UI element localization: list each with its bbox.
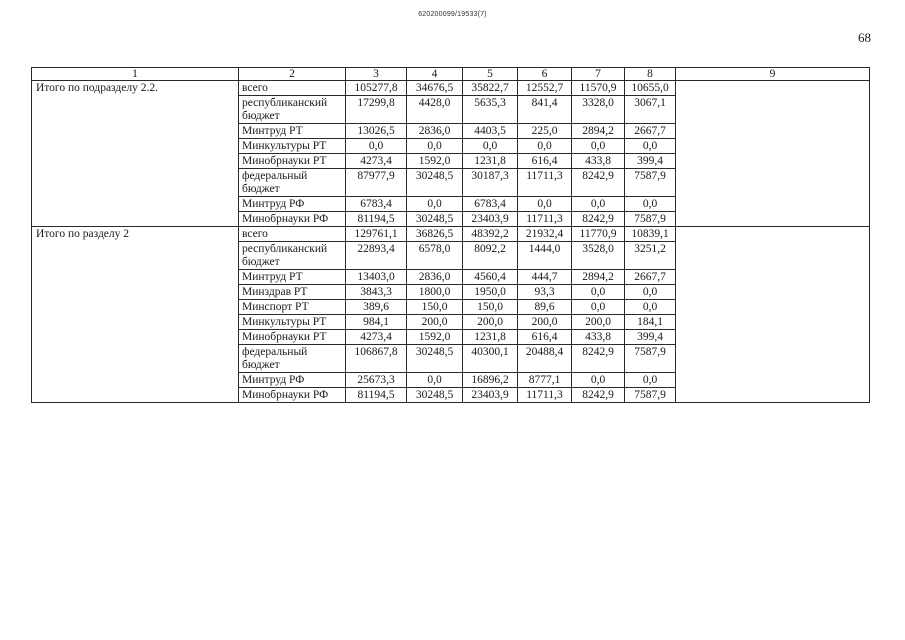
value-cell: 1231,8 — [463, 154, 518, 169]
section-title: Итого по подразделу 2.2. — [32, 81, 239, 227]
notes-cell — [676, 227, 870, 403]
value-cell: 399,4 — [625, 330, 676, 345]
value-cell: 13403,0 — [346, 270, 407, 285]
table-row — [32, 227, 870, 242]
value-cell: 6783,4 — [346, 197, 407, 212]
value-cell: 2894,2 — [572, 270, 625, 285]
value-cell: 6783,4 — [463, 197, 518, 212]
value-cell: 1592,0 — [407, 330, 463, 345]
value-cell: 13026,5 — [346, 124, 407, 139]
value-cell: 8242,9 — [572, 169, 625, 197]
value-cell: 8092,2 — [463, 242, 518, 270]
row-label: республиканский бюджет — [239, 242, 346, 270]
value-cell: 8242,9 — [572, 212, 625, 227]
value-cell: 7587,9 — [625, 169, 676, 197]
row-label: Минобрнауки РФ — [239, 212, 346, 227]
value-cell: 616,4 — [518, 330, 572, 345]
value-cell: 0,0 — [518, 197, 572, 212]
row-label: Минтруд РТ — [239, 124, 346, 139]
value-cell: 3067,1 — [625, 96, 676, 124]
column-header: 6 — [518, 68, 572, 81]
value-cell: 1231,8 — [463, 330, 518, 345]
column-header: 7 — [572, 68, 625, 81]
value-cell: 81194,5 — [346, 388, 407, 403]
value-cell: 1592,0 — [407, 154, 463, 169]
value-cell: 16896,2 — [463, 373, 518, 388]
row-label: Минкультуры РТ — [239, 139, 346, 154]
value-cell: 30248,5 — [407, 169, 463, 197]
value-cell: 841,4 — [518, 96, 572, 124]
value-cell: 225,0 — [518, 124, 572, 139]
value-cell: 30187,3 — [463, 169, 518, 197]
value-cell: 4403,5 — [463, 124, 518, 139]
value-cell: 0,0 — [572, 373, 625, 388]
value-cell: 81194,5 — [346, 212, 407, 227]
value-cell: 87977,9 — [346, 169, 407, 197]
value-cell: 11711,3 — [518, 388, 572, 403]
value-cell: 25673,3 — [346, 373, 407, 388]
value-cell: 0,0 — [625, 373, 676, 388]
value-cell: 89,6 — [518, 300, 572, 315]
value-cell: 389,6 — [346, 300, 407, 315]
value-cell: 200,0 — [518, 315, 572, 330]
row-label: всего — [239, 227, 346, 242]
row-label: Минтруд РФ — [239, 373, 346, 388]
value-cell: 444,7 — [518, 270, 572, 285]
value-cell: 0,0 — [572, 300, 625, 315]
value-cell: 200,0 — [572, 315, 625, 330]
row-label: федеральный бюджет — [239, 345, 346, 373]
value-cell: 0,0 — [407, 139, 463, 154]
value-cell: 150,0 — [407, 300, 463, 315]
value-cell: 8242,9 — [572, 345, 625, 373]
value-cell: 200,0 — [407, 315, 463, 330]
value-cell: 0,0 — [518, 139, 572, 154]
value-cell: 11570,9 — [572, 81, 625, 96]
row-label: Минздрав РТ — [239, 285, 346, 300]
value-cell: 7587,9 — [625, 212, 676, 227]
value-cell: 12552,7 — [518, 81, 572, 96]
notes-cell — [676, 81, 870, 227]
value-cell: 11711,3 — [518, 169, 572, 197]
value-cell: 3328,0 — [572, 96, 625, 124]
value-cell: 23403,9 — [463, 388, 518, 403]
value-cell: 0,0 — [625, 197, 676, 212]
value-cell: 20488,4 — [518, 345, 572, 373]
value-cell: 40300,1 — [463, 345, 518, 373]
value-cell: 0,0 — [572, 139, 625, 154]
value-cell: 22893,4 — [346, 242, 407, 270]
column-header: 4 — [407, 68, 463, 81]
value-cell: 93,3 — [518, 285, 572, 300]
value-cell: 30248,5 — [407, 388, 463, 403]
value-cell: 8242,9 — [572, 388, 625, 403]
value-cell: 200,0 — [463, 315, 518, 330]
value-cell: 0,0 — [572, 197, 625, 212]
value-cell: 10839,1 — [625, 227, 676, 242]
value-cell: 399,4 — [625, 154, 676, 169]
value-cell: 21932,4 — [518, 227, 572, 242]
row-label: Минкультуры РТ — [239, 315, 346, 330]
value-cell: 11770,9 — [572, 227, 625, 242]
value-cell: 3843,3 — [346, 285, 407, 300]
value-cell: 7587,9 — [625, 345, 676, 373]
row-label: республиканский бюджет — [239, 96, 346, 124]
section-title: Итого по разделу 2 — [32, 227, 239, 403]
value-cell: 0,0 — [463, 139, 518, 154]
value-cell: 105277,8 — [346, 81, 407, 96]
column-header: 5 — [463, 68, 518, 81]
value-cell: 7587,9 — [625, 388, 676, 403]
value-cell: 2836,0 — [407, 270, 463, 285]
value-cell: 5635,3 — [463, 96, 518, 124]
value-cell: 4273,4 — [346, 330, 407, 345]
value-cell: 4273,4 — [346, 154, 407, 169]
value-cell: 30248,5 — [407, 212, 463, 227]
value-cell: 433,8 — [572, 154, 625, 169]
value-cell: 8777,1 — [518, 373, 572, 388]
row-label: Минобрнауки РФ — [239, 388, 346, 403]
value-cell: 2667,7 — [625, 124, 676, 139]
column-header: 3 — [346, 68, 407, 81]
column-header: 1 — [32, 68, 239, 81]
page-number: 68 — [858, 30, 871, 45]
value-cell: 1950,0 — [463, 285, 518, 300]
value-cell: 616,4 — [518, 154, 572, 169]
value-cell: 150,0 — [463, 300, 518, 315]
value-cell: 106867,8 — [346, 345, 407, 373]
row-label: всего — [239, 81, 346, 96]
row-label: Минспорт РТ — [239, 300, 346, 315]
value-cell: 4428,0 — [407, 96, 463, 124]
value-cell: 0,0 — [625, 285, 676, 300]
value-cell: 3528,0 — [572, 242, 625, 270]
table-header-row — [32, 68, 870, 81]
value-cell: 30248,5 — [407, 345, 463, 373]
column-header: 2 — [239, 68, 346, 81]
row-label: Минобрнауки РТ — [239, 330, 346, 345]
value-cell: 4560,4 — [463, 270, 518, 285]
value-cell: 2667,7 — [625, 270, 676, 285]
value-cell: 184,1 — [625, 315, 676, 330]
document-id: 620200099/19533(7) — [418, 11, 487, 18]
row-label: Минтруд РФ — [239, 197, 346, 212]
value-cell: 0,0 — [572, 285, 625, 300]
value-cell: 2836,0 — [407, 124, 463, 139]
value-cell: 17299,8 — [346, 96, 407, 124]
value-cell: 0,0 — [407, 197, 463, 212]
value-cell: 129761,1 — [346, 227, 407, 242]
value-cell: 0,0 — [346, 139, 407, 154]
value-cell: 2894,2 — [572, 124, 625, 139]
value-cell: 48392,2 — [463, 227, 518, 242]
value-cell: 1444,0 — [518, 242, 572, 270]
value-cell: 0,0 — [407, 373, 463, 388]
value-cell: 35822,7 — [463, 81, 518, 96]
value-cell: 3251,2 — [625, 242, 676, 270]
value-cell: 34676,5 — [407, 81, 463, 96]
value-cell: 36826,5 — [407, 227, 463, 242]
row-label: федеральный бюджет — [239, 169, 346, 197]
value-cell: 23403,9 — [463, 212, 518, 227]
value-cell: 10655,0 — [625, 81, 676, 96]
budget-table — [31, 67, 870, 403]
column-header: 8 — [625, 68, 676, 81]
table-row — [32, 81, 870, 96]
column-header: 9 — [676, 68, 870, 81]
value-cell: 433,8 — [572, 330, 625, 345]
value-cell: 1800,0 — [407, 285, 463, 300]
value-cell: 6578,0 — [407, 242, 463, 270]
row-label: Минтруд РТ — [239, 270, 346, 285]
value-cell: 0,0 — [625, 300, 676, 315]
value-cell: 0,0 — [625, 139, 676, 154]
value-cell: 11711,3 — [518, 212, 572, 227]
row-label: Минобрнауки РТ — [239, 154, 346, 169]
value-cell: 984,1 — [346, 315, 407, 330]
